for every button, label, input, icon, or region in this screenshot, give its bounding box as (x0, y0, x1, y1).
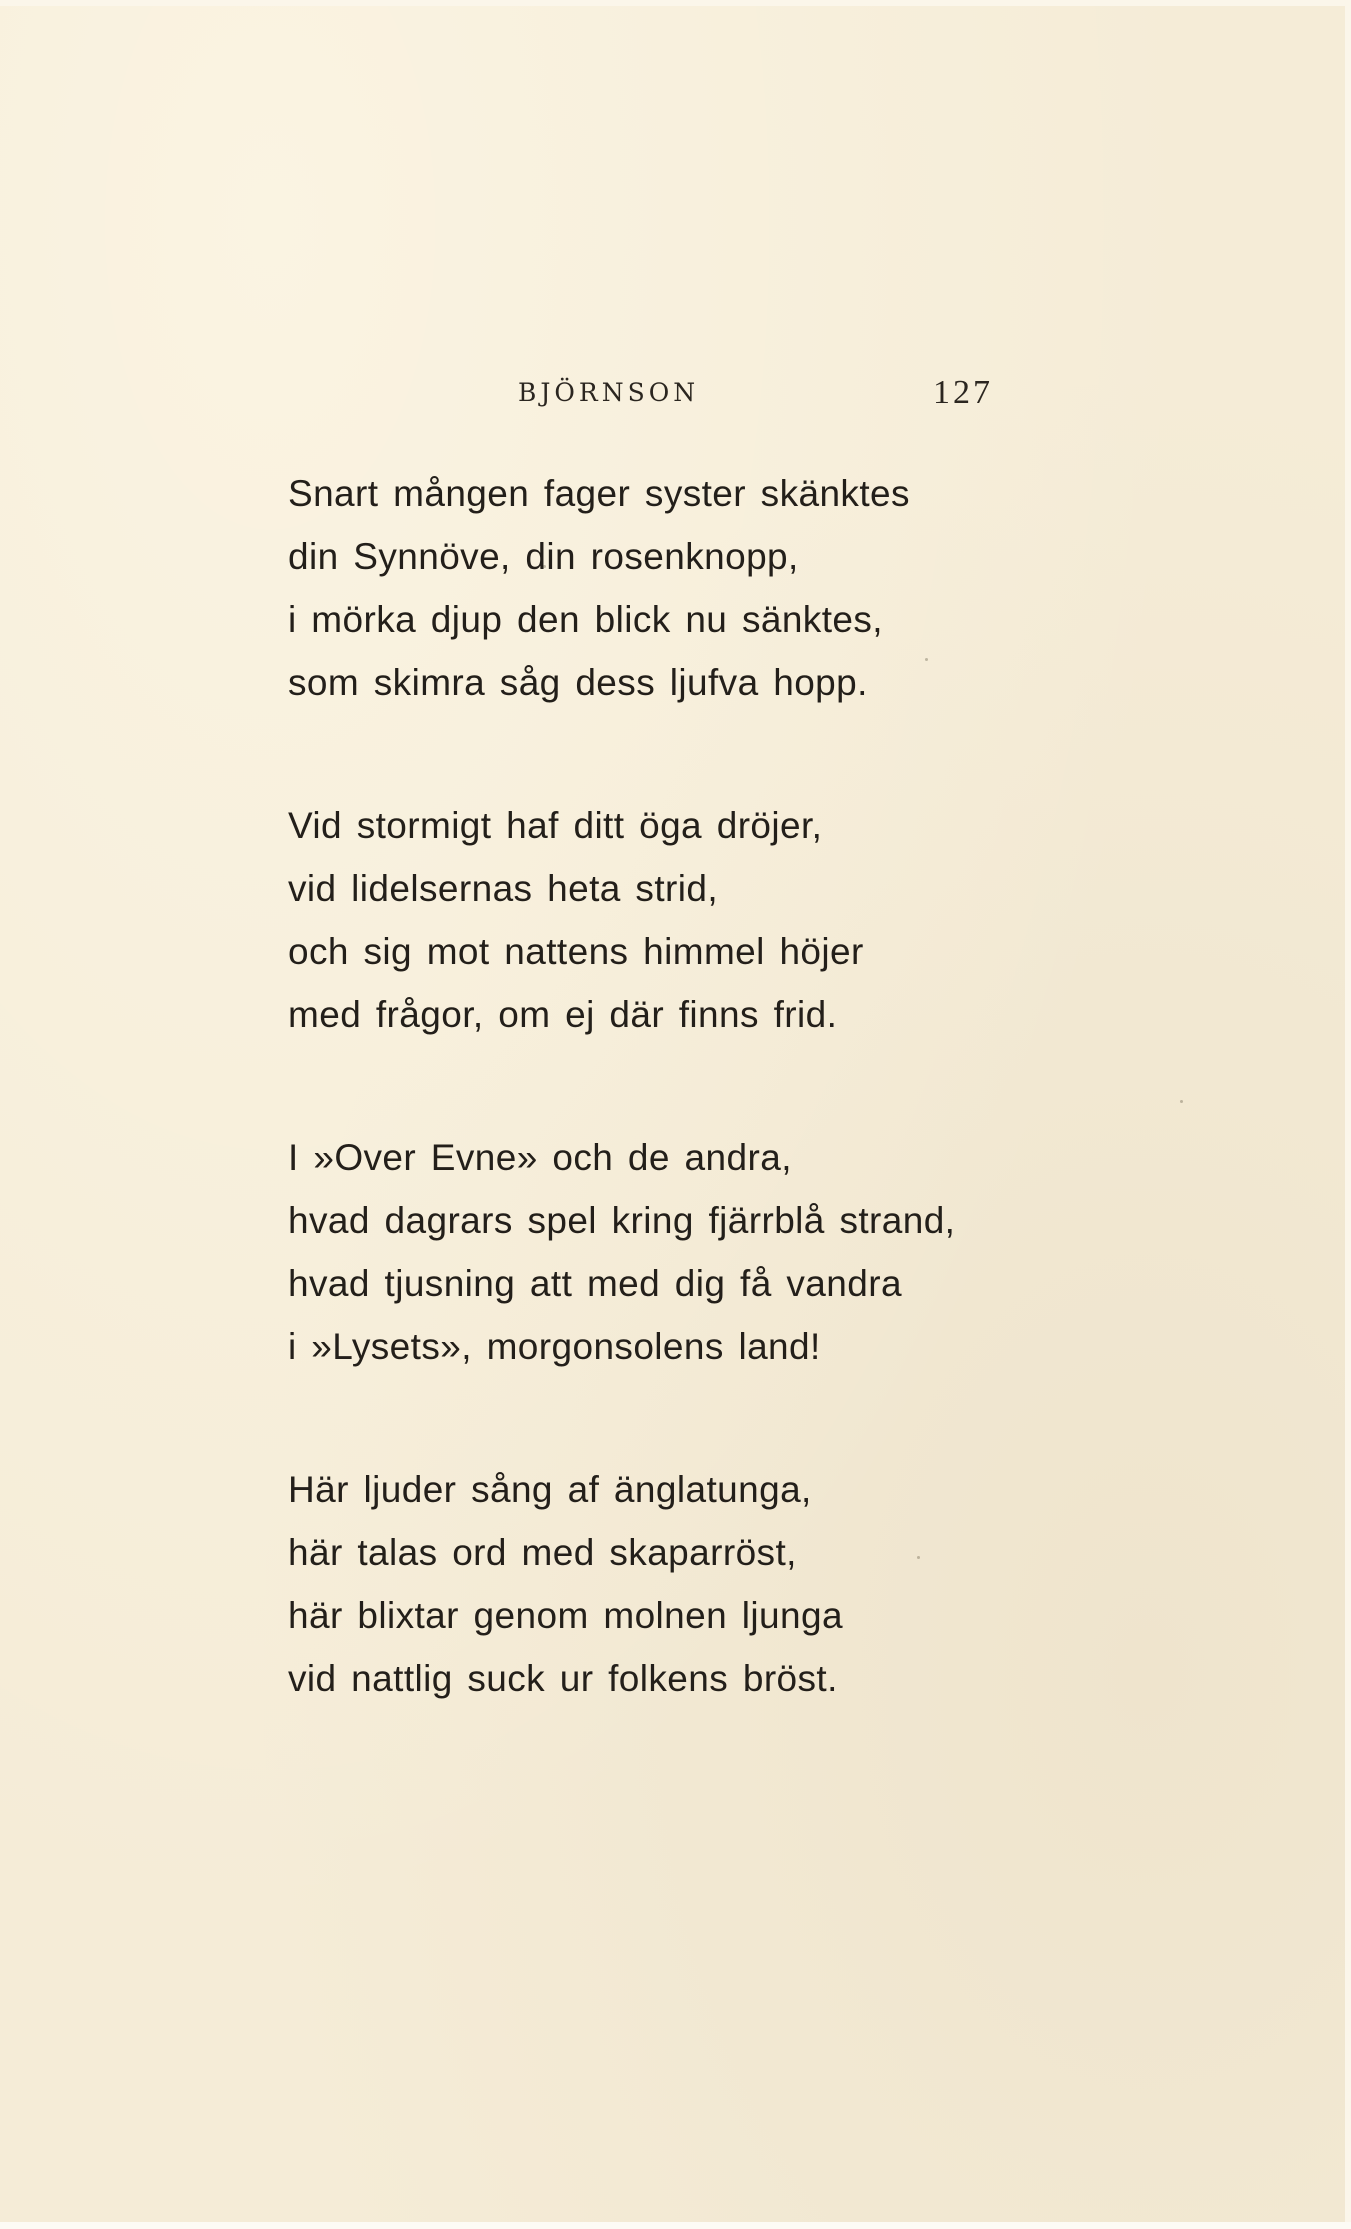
poem-line: Snart mången fager syster skänktes (288, 473, 910, 514)
poem-line: som skimra såg dess ljufva hopp. (288, 662, 868, 703)
paper-speck (1180, 1100, 1183, 1103)
poem-line: i »Lysets», morgonsolens land! (288, 1326, 821, 1367)
poem-line: vid lidelsernas heta strid, (288, 868, 718, 909)
poem-line: Här ljuder sång af änglatunga, (288, 1469, 812, 1510)
page-number: 127 (933, 374, 993, 411)
stanza (288, 794, 1048, 1046)
poem-body (288, 462, 1048, 1790)
page-edge-right (1345, 0, 1351, 2229)
stanza (288, 462, 1048, 714)
poem-line: vid nattlig suck ur folkens bröst. (288, 1658, 838, 1699)
page-edge-top (0, 0, 1351, 6)
page-edge-bottom (0, 2222, 1351, 2229)
running-head: BJÖRNSON (518, 378, 700, 407)
poem-line: din Synnöve, din rosenknopp, (288, 536, 799, 577)
poem-line: i mörka djup den blick nu sänktes, (288, 599, 883, 640)
poem-line: hvad tjusning att med dig få vandra (288, 1263, 902, 1304)
poem-line: med frågor, om ej där finns frid. (288, 994, 838, 1035)
poem-line: här talas ord med skaparröst, (288, 1532, 797, 1573)
poem-line: och sig mot nattens himmel höjer (288, 931, 864, 972)
stanza (288, 1458, 1048, 1710)
poem-line: här blixtar genom molnen ljunga (288, 1595, 843, 1636)
poem-line: hvad dagrars spel kring fjärrblå strand, (288, 1200, 956, 1241)
stanza (288, 1126, 1048, 1378)
poem-line: I »Over Evne» och de andra, (288, 1137, 792, 1178)
poem-line: Vid stormigt haf ditt öga dröjer, (288, 805, 823, 846)
